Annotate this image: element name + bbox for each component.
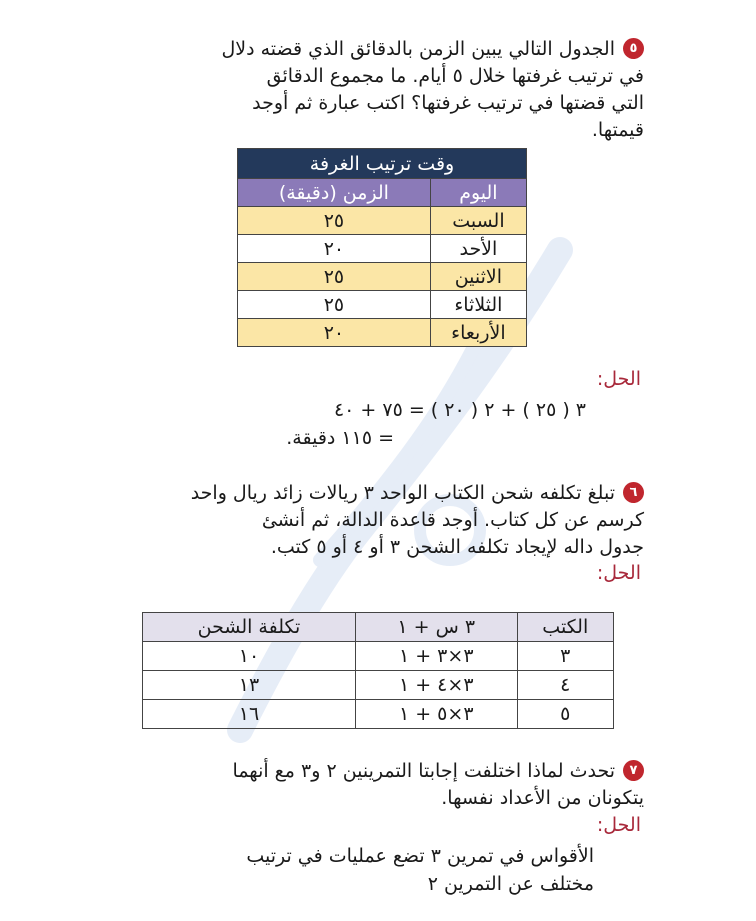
- table-row: [238, 319, 527, 347]
- time-cell: ٢٠: [238, 235, 431, 263]
- table-row: [143, 642, 614, 671]
- books-cell: ٣: [517, 642, 613, 671]
- question-number-badge: ٦: [623, 482, 644, 503]
- question-5-line-2: في ترتيب غرفتها خلال ٥ أيام. ما مجموع الدقائق: [266, 65, 644, 87]
- question-6-line-3: جدول داله لإيجاد تكلفه الشحن ٣ أو ٤ أو ٥ كتب.: [270, 536, 644, 558]
- table-row: [238, 207, 527, 235]
- day-cell: الأحد: [430, 235, 526, 263]
- time-cell: ٢٥: [238, 207, 431, 235]
- question-7-line-2: يتكونان من الأعداد نفسها.: [441, 787, 644, 809]
- time-cell: ٢٠: [238, 319, 431, 347]
- table-header-time: الزمن (دقيقة): [238, 179, 431, 207]
- table-row: [238, 291, 527, 319]
- question-5: [24, 36, 644, 144]
- solution-line-1: ٣ ( ٢٥ ) + ٢ ( ٢٠ ) = ٧٥ + ٤٠: [333, 399, 586, 421]
- table-header-day: اليوم: [430, 179, 526, 207]
- question-number-badge: ٧: [623, 760, 644, 781]
- question-6-line-2: كرسم عن كل كتاب. أوجد قاعدة الدالة، ثم أنشئ: [261, 509, 644, 531]
- table-header-cost: تكلفة الشحن: [143, 613, 356, 642]
- question-6: [14, 480, 644, 561]
- time-cell: ٢٥: [238, 263, 431, 291]
- table-caption: وقت ترتيب الغرفة: [238, 149, 527, 179]
- solution-line-2: مختلف عن التمرين ٢: [427, 873, 594, 895]
- day-cell: الأربعاء: [430, 319, 526, 347]
- table-row: [238, 263, 527, 291]
- question-7: [24, 758, 644, 812]
- cost-cell: ١٣: [143, 671, 356, 700]
- rule-cell: ٣×٤ + ١: [355, 671, 517, 700]
- table-header-rule: ٣ س + ١: [355, 613, 517, 642]
- cost-cell: ١٠: [143, 642, 356, 671]
- table-row: [143, 700, 614, 729]
- time-cell: ٢٥: [238, 291, 431, 319]
- question-7-line-1: ٧تحدث لماذا اختلفت إجابتا التمرينين ٢ و٣ مع أنهما: [24, 758, 644, 785]
- question-number-badge: ٥: [623, 38, 644, 59]
- room-cleaning-time-table: [237, 148, 527, 347]
- solution-line-1: الأقواس في تمرين ٣ تضع عمليات في ترتيب: [246, 845, 594, 867]
- cost-cell: ١٦: [143, 700, 356, 729]
- rule-cell: ٣×٥ + ١: [355, 700, 517, 729]
- table-row: [238, 235, 527, 263]
- rule-cell: ٣×٣ + ١: [355, 642, 517, 671]
- books-cell: ٥: [517, 700, 613, 729]
- question-5-line-3: التي قضتها في ترتيب غرفتها؟ اكتب عبارة ثم أوجد: [252, 92, 644, 114]
- solution-label: الحل:: [596, 368, 641, 390]
- day-cell: الثلاثاء: [430, 291, 526, 319]
- solution-label: الحل:: [596, 814, 641, 836]
- shipping-cost-function-table: [142, 612, 614, 729]
- solution-line-2: = ١١٥ دقيقة.: [286, 427, 394, 449]
- question-5-line-4: قيمتها.: [591, 119, 644, 141]
- books-cell: ٤: [517, 671, 613, 700]
- table-header-books: الكتب: [517, 613, 613, 642]
- solution-label: الحل:: [596, 562, 641, 584]
- day-cell: الاثنين: [430, 263, 526, 291]
- question-5-line-1: ٥الجدول التالي يبين الزمن بالدقائق الذي قضته دلال: [24, 36, 644, 63]
- day-cell: السبت: [430, 207, 526, 235]
- table-row: [143, 671, 614, 700]
- question-6-line-1: ٦تبلغ تكلفه شحن الكتاب الواحد ٣ ريالات زائد ريال واحد: [14, 480, 644, 507]
